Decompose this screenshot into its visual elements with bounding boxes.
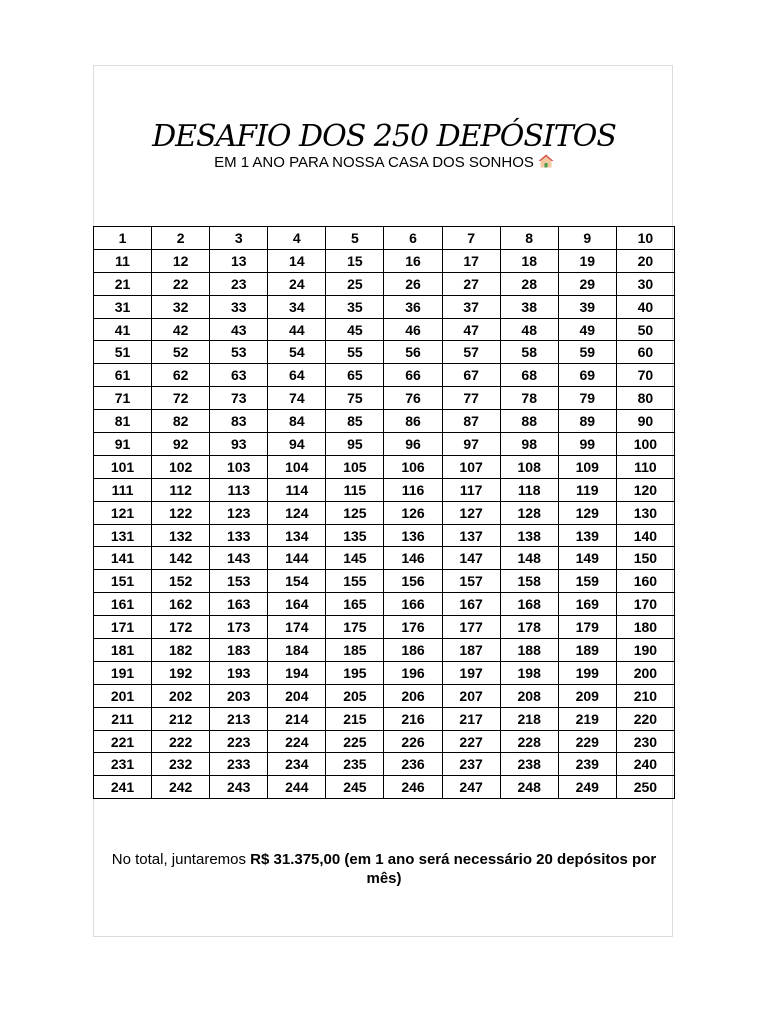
deposit-cell[interactable]: 8 <box>500 227 558 250</box>
deposit-cell[interactable]: 185 <box>326 639 384 662</box>
table-row <box>94 433 675 456</box>
deposit-cell[interactable]: 243 <box>210 776 268 799</box>
deposit-cell[interactable]: 181 <box>94 639 152 662</box>
deposit-cell[interactable]: 12 <box>152 249 210 272</box>
deposit-cell[interactable]: 216 <box>384 707 442 730</box>
deposit-cell[interactable]: 117 <box>442 478 500 501</box>
deposit-cell[interactable]: 56 <box>384 341 442 364</box>
table-row <box>94 249 675 272</box>
deposit-cell[interactable]: 105 <box>326 455 384 478</box>
deposit-cell[interactable]: 88 <box>500 410 558 433</box>
deposit-cell[interactable]: 231 <box>94 753 152 776</box>
deposit-cell[interactable]: 172 <box>152 616 210 639</box>
deposit-cell[interactable]: 197 <box>442 661 500 684</box>
deposit-cell[interactable]: 248 <box>500 776 558 799</box>
table-row <box>94 707 675 730</box>
deposit-cell[interactable]: 97 <box>442 433 500 456</box>
deposit-cell[interactable]: 71 <box>94 387 152 410</box>
deposit-cell[interactable]: 182 <box>152 639 210 662</box>
footer-note <box>100 850 668 888</box>
deposit-cell[interactable]: 237 <box>442 753 500 776</box>
deposit-cell[interactable]: 234 <box>268 753 326 776</box>
deposit-cell[interactable]: 96 <box>384 433 442 456</box>
deposit-cell[interactable]: 60 <box>616 341 674 364</box>
deposit-cell[interactable]: 190 <box>616 639 674 662</box>
deposit-cell[interactable]: 142 <box>152 547 210 570</box>
deposit-cell[interactable]: 143 <box>210 547 268 570</box>
deposit-cell[interactable]: 213 <box>210 707 268 730</box>
deposit-cell[interactable]: 136 <box>384 524 442 547</box>
deposit-cell[interactable]: 29 <box>558 272 616 295</box>
deposit-cell[interactable]: 178 <box>500 616 558 639</box>
deposit-cell[interactable]: 158 <box>500 570 558 593</box>
deposit-cell[interactable]: 149 <box>558 547 616 570</box>
deposit-cell[interactable]: 38 <box>500 295 558 318</box>
deposit-cell[interactable]: 91 <box>94 433 152 456</box>
deposit-cell[interactable]: 221 <box>94 730 152 753</box>
deposit-cell[interactable]: 228 <box>500 730 558 753</box>
deposit-cell[interactable]: 89 <box>558 410 616 433</box>
deposit-cell[interactable]: 240 <box>616 753 674 776</box>
deposit-cell[interactable]: 122 <box>152 501 210 524</box>
deposit-cell[interactable]: 217 <box>442 707 500 730</box>
table-row <box>94 593 675 616</box>
footer-prefix: No total, juntaremos <box>111 851 251 868</box>
deposit-cell[interactable]: 84 <box>268 410 326 433</box>
deposit-cell[interactable]: 227 <box>442 730 500 753</box>
deposit-cell[interactable]: 5 <box>326 227 384 250</box>
deposit-cell[interactable]: 52 <box>152 341 210 364</box>
deposit-cell[interactable]: 1 <box>94 227 152 250</box>
table-row <box>94 639 675 662</box>
deposit-cell[interactable]: 153 <box>210 570 268 593</box>
deposit-cell[interactable]: 200 <box>616 661 674 684</box>
deposit-cell[interactable]: 245 <box>326 776 384 799</box>
deposit-cell[interactable]: 167 <box>442 593 500 616</box>
table-row <box>94 341 675 364</box>
deposit-cell[interactable]: 10 <box>616 227 674 250</box>
deposit-cell[interactable]: 205 <box>326 684 384 707</box>
deposit-cell[interactable]: 4 <box>268 227 326 250</box>
deposit-cell[interactable]: 20 <box>616 249 674 272</box>
deposit-cell[interactable]: 44 <box>268 318 326 341</box>
deposit-cell[interactable]: 206 <box>384 684 442 707</box>
deposit-cell[interactable]: 165 <box>326 593 384 616</box>
deposit-cell[interactable]: 3 <box>210 227 268 250</box>
deposit-cell[interactable]: 177 <box>442 616 500 639</box>
deposit-cell[interactable]: 9 <box>558 227 616 250</box>
deposit-cell[interactable]: 100 <box>616 433 674 456</box>
deposit-cell[interactable]: 203 <box>210 684 268 707</box>
deposit-cell[interactable]: 198 <box>500 661 558 684</box>
deposit-cell[interactable]: 85 <box>326 410 384 433</box>
deposit-cell[interactable]: 26 <box>384 272 442 295</box>
deposit-cell[interactable]: 116 <box>384 478 442 501</box>
house-icon <box>538 154 554 168</box>
deposit-cell[interactable]: 107 <box>442 455 500 478</box>
deposit-cell[interactable]: 40 <box>616 295 674 318</box>
deposit-cell[interactable]: 152 <box>152 570 210 593</box>
deposit-cell[interactable]: 31 <box>94 295 152 318</box>
deposit-cell[interactable]: 137 <box>442 524 500 547</box>
deposit-cell[interactable]: 189 <box>558 639 616 662</box>
deposit-cell[interactable]: 156 <box>384 570 442 593</box>
deposit-cell[interactable]: 68 <box>500 364 558 387</box>
deposit-cell[interactable]: 226 <box>384 730 442 753</box>
deposit-cell[interactable]: 244 <box>268 776 326 799</box>
table-row <box>94 776 675 799</box>
deposit-cell[interactable]: 93 <box>210 433 268 456</box>
deposit-table <box>93 226 675 799</box>
deposit-cell[interactable]: 242 <box>152 776 210 799</box>
deposit-cell[interactable]: 157 <box>442 570 500 593</box>
deposit-cell[interactable]: 48 <box>500 318 558 341</box>
deposit-cell[interactable]: 14 <box>268 249 326 272</box>
deposit-cell[interactable]: 192 <box>152 661 210 684</box>
deposit-cell[interactable]: 208 <box>500 684 558 707</box>
deposit-cell[interactable]: 164 <box>268 593 326 616</box>
table-row <box>94 410 675 433</box>
deposit-cell[interactable]: 28 <box>500 272 558 295</box>
deposit-cell[interactable]: 78 <box>500 387 558 410</box>
deposit-cell[interactable]: 110 <box>616 455 674 478</box>
deposit-cell[interactable]: 70 <box>616 364 674 387</box>
deposit-cell[interactable]: 112 <box>152 478 210 501</box>
deposit-cell[interactable]: 37 <box>442 295 500 318</box>
deposit-cell[interactable]: 72 <box>152 387 210 410</box>
deposit-cell[interactable]: 140 <box>616 524 674 547</box>
deposit-cell[interactable]: 46 <box>384 318 442 341</box>
deposit-cell[interactable]: 196 <box>384 661 442 684</box>
deposit-cell[interactable]: 239 <box>558 753 616 776</box>
deposit-cell[interactable]: 180 <box>616 616 674 639</box>
deposit-cell[interactable]: 43 <box>210 318 268 341</box>
table-row <box>94 387 675 410</box>
footer-total: R$ 31.375,00 (em 1 ano será necessário 20 depósitos por mês) <box>250 851 657 887</box>
deposit-cell[interactable]: 47 <box>442 318 500 341</box>
table-row <box>94 455 675 478</box>
deposit-cell[interactable]: 148 <box>500 547 558 570</box>
deposit-cell[interactable]: 23 <box>210 272 268 295</box>
page-title: DESAFIO DOS 250 DEPÓSITOS <box>152 119 616 154</box>
deposit-cell[interactable]: 21 <box>94 272 152 295</box>
deposit-cell[interactable]: 247 <box>442 776 500 799</box>
deposit-cell[interactable]: 103 <box>210 455 268 478</box>
deposit-cell[interactable]: 79 <box>558 387 616 410</box>
deposit-cell[interactable]: 33 <box>210 295 268 318</box>
deposit-cell[interactable]: 241 <box>94 776 152 799</box>
deposit-cell[interactable]: 121 <box>94 501 152 524</box>
deposit-cell[interactable]: 113 <box>210 478 268 501</box>
deposit-cell[interactable]: 6 <box>384 227 442 250</box>
deposit-cell[interactable]: 111 <box>94 478 152 501</box>
deposit-cell[interactable]: 195 <box>326 661 384 684</box>
deposit-cell[interactable]: 7 <box>442 227 500 250</box>
deposit-cell[interactable]: 134 <box>268 524 326 547</box>
deposit-cell[interactable]: 25 <box>326 272 384 295</box>
deposit-cell[interactable]: 211 <box>94 707 152 730</box>
deposit-cell[interactable]: 130 <box>616 501 674 524</box>
deposit-cell[interactable]: 169 <box>558 593 616 616</box>
deposit-cell[interactable]: 45 <box>326 318 384 341</box>
deposit-cell[interactable]: 133 <box>210 524 268 547</box>
table-row <box>94 684 675 707</box>
deposit-cell[interactable]: 235 <box>326 753 384 776</box>
deposit-cell[interactable]: 135 <box>326 524 384 547</box>
deposit-cell[interactable]: 129 <box>558 501 616 524</box>
table-row <box>94 272 675 295</box>
deposit-cell[interactable]: 2 <box>152 227 210 250</box>
deposit-cell[interactable]: 222 <box>152 730 210 753</box>
deposit-cell[interactable]: 19 <box>558 249 616 272</box>
table-row <box>94 295 675 318</box>
table-row <box>94 318 675 341</box>
deposit-cell[interactable]: 139 <box>558 524 616 547</box>
deposit-cell[interactable]: 174 <box>268 616 326 639</box>
deposit-cell[interactable]: 120 <box>616 478 674 501</box>
deposit-cell[interactable]: 193 <box>210 661 268 684</box>
deposit-cell[interactable]: 138 <box>500 524 558 547</box>
deposit-cell[interactable]: 155 <box>326 570 384 593</box>
deposit-cell[interactable]: 16 <box>384 249 442 272</box>
deposit-cell[interactable]: 176 <box>384 616 442 639</box>
deposit-cell[interactable]: 204 <box>268 684 326 707</box>
deposit-cell[interactable]: 131 <box>94 524 152 547</box>
deposit-cell[interactable]: 194 <box>268 661 326 684</box>
deposit-cell[interactable]: 11 <box>94 249 152 272</box>
deposit-cell[interactable]: 80 <box>616 387 674 410</box>
deposit-cell[interactable]: 232 <box>152 753 210 776</box>
deposit-cell[interactable]: 126 <box>384 501 442 524</box>
deposit-cell[interactable]: 214 <box>268 707 326 730</box>
deposit-cell[interactable]: 108 <box>500 455 558 478</box>
table-row <box>94 730 675 753</box>
deposit-cell[interactable]: 147 <box>442 547 500 570</box>
deposit-cell[interactable]: 15 <box>326 249 384 272</box>
table-row <box>94 570 675 593</box>
deposit-cell[interactable]: 225 <box>326 730 384 753</box>
deposit-cell[interactable]: 128 <box>500 501 558 524</box>
deposit-cell[interactable]: 163 <box>210 593 268 616</box>
deposit-grid <box>93 226 675 799</box>
deposit-cell[interactable]: 101 <box>94 455 152 478</box>
deposit-cell[interactable]: 186 <box>384 639 442 662</box>
deposit-cell[interactable]: 168 <box>500 593 558 616</box>
deposit-cell[interactable]: 212 <box>152 707 210 730</box>
deposit-cell[interactable]: 223 <box>210 730 268 753</box>
table-row <box>94 524 675 547</box>
deposit-cell[interactable]: 49 <box>558 318 616 341</box>
deposit-cell[interactable]: 202 <box>152 684 210 707</box>
deposit-cell[interactable]: 173 <box>210 616 268 639</box>
table-row <box>94 753 675 776</box>
deposit-cell[interactable]: 18 <box>500 249 558 272</box>
deposit-cell[interactable]: 64 <box>268 364 326 387</box>
deposit-cell[interactable]: 162 <box>152 593 210 616</box>
page-subtitle <box>0 154 768 172</box>
deposit-cell[interactable]: 166 <box>384 593 442 616</box>
deposit-cell[interactable]: 183 <box>210 639 268 662</box>
deposit-cell[interactable]: 175 <box>326 616 384 639</box>
deposit-cell[interactable]: 81 <box>94 410 152 433</box>
deposit-cell[interactable]: 144 <box>268 547 326 570</box>
deposit-cell[interactable]: 99 <box>558 433 616 456</box>
table-row <box>94 547 675 570</box>
deposit-cell[interactable]: 246 <box>384 776 442 799</box>
deposit-cell[interactable]: 24 <box>268 272 326 295</box>
deposit-cell[interactable]: 207 <box>442 684 500 707</box>
deposit-cell[interactable]: 50 <box>616 318 674 341</box>
deposit-cell[interactable]: 106 <box>384 455 442 478</box>
deposit-cell[interactable]: 125 <box>326 501 384 524</box>
deposit-cell[interactable]: 191 <box>94 661 152 684</box>
table-row <box>94 364 675 387</box>
deposit-cell[interactable]: 210 <box>616 684 674 707</box>
deposit-cell[interactable]: 66 <box>384 364 442 387</box>
deposit-cell[interactable]: 69 <box>558 364 616 387</box>
deposit-cell[interactable]: 119 <box>558 478 616 501</box>
deposit-cell[interactable]: 36 <box>384 295 442 318</box>
deposit-cell[interactable]: 94 <box>268 433 326 456</box>
deposit-cell[interactable]: 39 <box>558 295 616 318</box>
deposit-cell[interactable]: 236 <box>384 753 442 776</box>
deposit-cell[interactable]: 27 <box>442 272 500 295</box>
deposit-cell[interactable]: 215 <box>326 707 384 730</box>
deposit-cell[interactable]: 209 <box>558 684 616 707</box>
deposit-cell[interactable]: 54 <box>268 341 326 364</box>
deposit-cell[interactable]: 150 <box>616 547 674 570</box>
deposit-cell[interactable]: 123 <box>210 501 268 524</box>
deposit-cell[interactable]: 151 <box>94 570 152 593</box>
deposit-table-body <box>94 227 675 799</box>
deposit-cell[interactable]: 118 <box>500 478 558 501</box>
deposit-cell[interactable]: 76 <box>384 387 442 410</box>
deposit-cell[interactable]: 250 <box>616 776 674 799</box>
deposit-cell[interactable]: 67 <box>442 364 500 387</box>
deposit-cell[interactable]: 77 <box>442 387 500 410</box>
deposit-cell[interactable]: 224 <box>268 730 326 753</box>
deposit-cell[interactable]: 159 <box>558 570 616 593</box>
deposit-cell[interactable]: 188 <box>500 639 558 662</box>
deposit-cell[interactable]: 82 <box>152 410 210 433</box>
deposit-cell[interactable]: 13 <box>210 249 268 272</box>
deposit-cell[interactable]: 179 <box>558 616 616 639</box>
table-row <box>94 661 675 684</box>
deposit-cell[interactable]: 229 <box>558 730 616 753</box>
deposit-cell[interactable]: 98 <box>500 433 558 456</box>
deposit-cell[interactable]: 238 <box>500 753 558 776</box>
deposit-cell[interactable]: 115 <box>326 478 384 501</box>
deposit-cell[interactable]: 73 <box>210 387 268 410</box>
deposit-cell[interactable]: 55 <box>326 341 384 364</box>
deposit-cell[interactable]: 161 <box>94 593 152 616</box>
deposit-cell[interactable]: 219 <box>558 707 616 730</box>
table-row <box>94 478 675 501</box>
deposit-cell[interactable]: 170 <box>616 593 674 616</box>
deposit-cell[interactable]: 145 <box>326 547 384 570</box>
deposit-cell[interactable]: 233 <box>210 753 268 776</box>
deposit-cell[interactable]: 114 <box>268 478 326 501</box>
deposit-cell[interactable]: 63 <box>210 364 268 387</box>
deposit-cell[interactable]: 34 <box>268 295 326 318</box>
deposit-cell[interactable]: 230 <box>616 730 674 753</box>
deposit-cell[interactable]: 199 <box>558 661 616 684</box>
deposit-cell[interactable]: 102 <box>152 455 210 478</box>
deposit-cell[interactable]: 42 <box>152 318 210 341</box>
deposit-cell[interactable]: 58 <box>500 341 558 364</box>
deposit-cell[interactable]: 57 <box>442 341 500 364</box>
deposit-cell[interactable]: 127 <box>442 501 500 524</box>
deposit-cell[interactable]: 154 <box>268 570 326 593</box>
deposit-cell[interactable]: 201 <box>94 684 152 707</box>
deposit-cell[interactable]: 62 <box>152 364 210 387</box>
deposit-cell[interactable]: 184 <box>268 639 326 662</box>
deposit-cell[interactable]: 220 <box>616 707 674 730</box>
table-row <box>94 501 675 524</box>
deposit-cell[interactable]: 17 <box>442 249 500 272</box>
deposit-cell[interactable]: 90 <box>616 410 674 433</box>
deposit-cell[interactable]: 132 <box>152 524 210 547</box>
deposit-cell[interactable]: 59 <box>558 341 616 364</box>
deposit-cell[interactable]: 35 <box>326 295 384 318</box>
deposit-cell[interactable]: 249 <box>558 776 616 799</box>
deposit-cell[interactable]: 124 <box>268 501 326 524</box>
deposit-cell[interactable]: 53 <box>210 341 268 364</box>
deposit-cell[interactable]: 75 <box>326 387 384 410</box>
table-row <box>94 616 675 639</box>
deposit-cell[interactable]: 141 <box>94 547 152 570</box>
deposit-cell[interactable]: 86 <box>384 410 442 433</box>
deposit-cell[interactable]: 104 <box>268 455 326 478</box>
subtitle-text: EM 1 ANO PARA NOSSA CASA DOS SONHOS <box>214 154 534 171</box>
deposit-cell[interactable]: 30 <box>616 272 674 295</box>
deposit-cell[interactable]: 65 <box>326 364 384 387</box>
deposit-cell[interactable]: 51 <box>94 341 152 364</box>
deposit-cell[interactable]: 187 <box>442 639 500 662</box>
table-row <box>94 227 675 250</box>
deposit-cell[interactable]: 92 <box>152 433 210 456</box>
deposit-cell[interactable]: 171 <box>94 616 152 639</box>
deposit-cell[interactable]: 41 <box>94 318 152 341</box>
deposit-cell[interactable]: 32 <box>152 295 210 318</box>
deposit-cell[interactable]: 146 <box>384 547 442 570</box>
deposit-cell[interactable]: 83 <box>210 410 268 433</box>
deposit-cell[interactable]: 87 <box>442 410 500 433</box>
deposit-cell[interactable]: 218 <box>500 707 558 730</box>
deposit-cell[interactable]: 109 <box>558 455 616 478</box>
deposit-cell[interactable]: 95 <box>326 433 384 456</box>
deposit-cell[interactable]: 74 <box>268 387 326 410</box>
deposit-cell[interactable]: 160 <box>616 570 674 593</box>
deposit-cell[interactable]: 22 <box>152 272 210 295</box>
deposit-cell[interactable]: 61 <box>94 364 152 387</box>
